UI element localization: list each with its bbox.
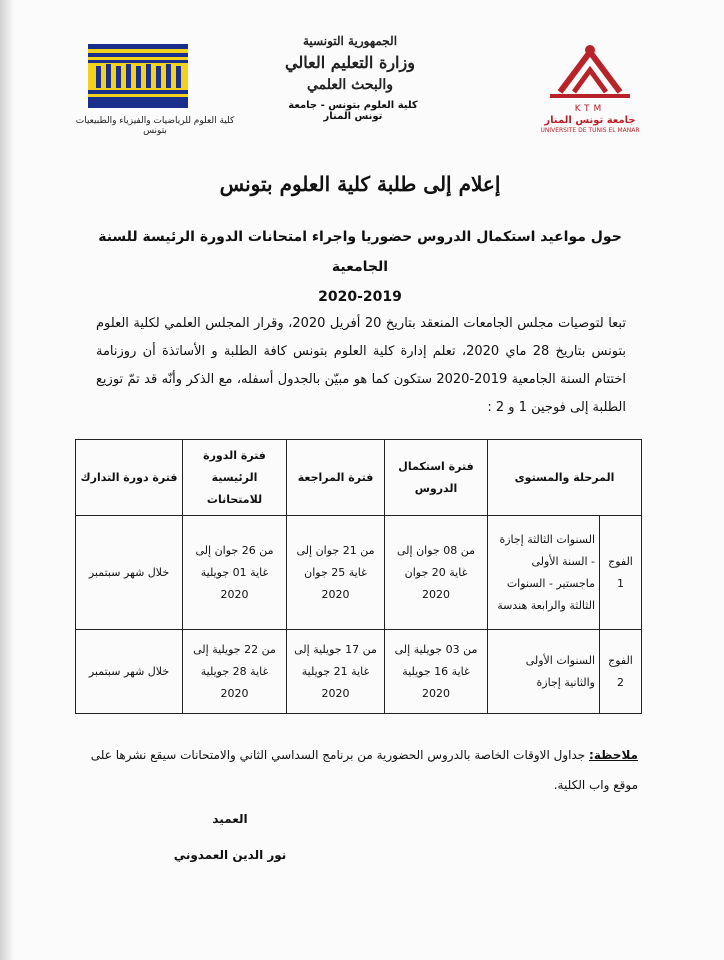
header-review: فترة المراجعة xyxy=(287,440,385,516)
subtitle-line: حول مواعيد استكمال الدروس حضوريا واجراء امتحانات الدورة الرئيسة للسنة الجامعية xyxy=(98,229,622,275)
header-level: المرحلة والمستوى xyxy=(488,440,642,516)
page-title: إعلام إلى طلبة كلية العلوم بتونس xyxy=(219,172,501,196)
note-label: ملاحظة: xyxy=(589,748,638,762)
ministry-line: وزارة التعليم العالي xyxy=(285,53,415,72)
subtitle xyxy=(90,222,630,312)
republic-line: الجمهورية التونسية xyxy=(302,34,398,48)
university-acronym: KTM xyxy=(574,104,606,114)
table-header-row xyxy=(76,440,642,516)
level-cell: السنوات الأولى والثانية إجازة xyxy=(488,630,600,714)
ministry-header xyxy=(270,30,430,96)
note-paragraph xyxy=(90,740,638,800)
retake-cell: خلال شهر سبتمبر xyxy=(76,630,183,714)
main-session-cell: من 22 جويلية إلى غاية 28 جويلية 2020 xyxy=(183,630,287,714)
table-row xyxy=(76,630,642,714)
page-edge-shadow xyxy=(0,0,14,960)
main-session-cell: من 26 جوان إلى غاية 01 جويلية 2020 xyxy=(183,516,287,630)
header-main-session: فترة الدورة الرئيسية للامتحانات xyxy=(183,440,287,516)
table-row xyxy=(76,516,642,630)
faculty-logo xyxy=(88,44,188,108)
university-latin-name: UNIVERSITE DE TUNIS EL MANAR xyxy=(540,127,640,134)
academic-year: 2020-2019 xyxy=(318,289,402,305)
dean-name: نور الدين العمدوني xyxy=(173,848,287,862)
completion-cell: من 03 جويلية إلى غاية 16 جويلية 2020 xyxy=(385,630,488,714)
university-logo xyxy=(530,40,650,132)
faculty-logo-caption: كلية العلوم للرياضيات والفيزياء والطبيعيات بتونس xyxy=(75,116,235,136)
schedule-table xyxy=(75,439,642,714)
header-retake: فترة دورة التدارك xyxy=(76,440,183,516)
group-cell: الفوج 2 xyxy=(600,630,642,714)
university-arabic-name: جامعة تونس المنار xyxy=(544,115,636,126)
retake-cell: خلال شهر سبتمبر xyxy=(76,516,183,630)
review-cell: من 17 جويلية إلى غاية 21 جويلية 2020 xyxy=(287,630,385,714)
level-cell: السنوات الثالثة إجازة - السنة الأولى ماجستير - السنوات الثالثة والرابعة هندسة xyxy=(488,516,600,630)
completion-cell: من 08 جوان إلى غاية 20 جوان 2020 xyxy=(385,516,488,630)
review-cell: من 21 جوان إلى غاية 25 جوان 2020 xyxy=(287,516,385,630)
note-text: جداول الاوقات الخاصة بالدروس الحضورية من برنامج السداسي الثاني والامتحانات سيقع نشرها على موقع واب الكلية. xyxy=(90,748,638,792)
dean-title: العميد xyxy=(212,812,248,826)
group-cell: الفوج 1 xyxy=(600,516,642,630)
university-emblem-icon xyxy=(530,40,650,100)
faculty-university-line: كلية العلوم بتونس - جامعة تونس المنار xyxy=(288,100,418,122)
research-line: والبحث العلمي xyxy=(306,77,394,93)
header-completion: فترة استكمال الدروس xyxy=(385,440,488,516)
intro-paragraph: تبعا لتوصيات مجلس الجامعات المنعقد بتاريخ 20 أفريل 2020، وقرار المجلس العلمي لكلية العلوم بتونس بتاريخ 28 ماي 2020، تعلم إدارة كلية العلوم بتونس كافة الطلبة و الأساتذة أن روزنامة اختتام السنة الجامعية 2019-2020 ستكون كما هو مبيّن بالجدول أسفله، مع الذكر وأنّه قد تمّ توزيع الطلبة إلى فوجين 1 و 2 : xyxy=(96,316,627,415)
